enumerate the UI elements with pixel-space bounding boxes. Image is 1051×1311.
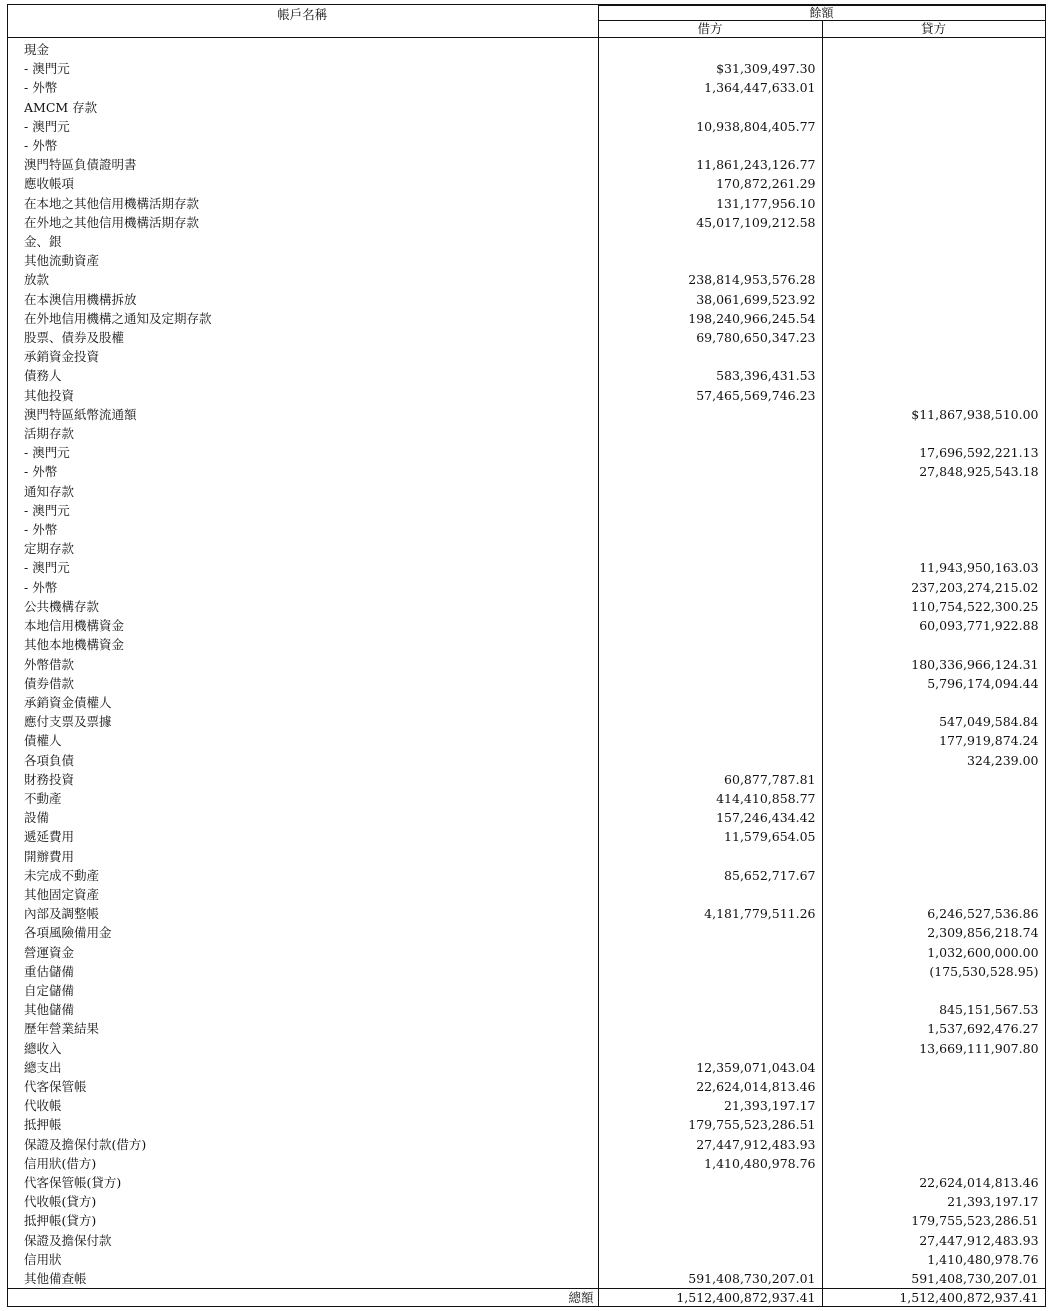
table-row — [7, 251, 1045, 270]
table-row — [7, 309, 1045, 328]
credit-cell — [822, 1115, 1045, 1134]
credit-cell — [822, 155, 1045, 174]
credit-cell — [822, 1096, 1045, 1115]
account-name-cell: - 澳門元 — [7, 501, 598, 520]
debit-cell: 1,364,447,633.01 — [598, 78, 822, 97]
debit-cell — [598, 1231, 822, 1250]
table-row — [7, 616, 1045, 635]
credit-cell: 27,848,925,543.18 — [822, 462, 1045, 481]
account-name-cell: - 澳門元 — [7, 59, 598, 78]
account-name-cell: 營運資金 — [7, 943, 598, 962]
debit-cell: 414,410,858.77 — [598, 789, 822, 808]
debit-cell: 11,861,243,126.77 — [598, 155, 822, 174]
debit-cell: 38,061,699,523.92 — [598, 290, 822, 309]
account-name-cell: 抵押帳(貸方) — [7, 1211, 598, 1230]
credit-cell — [822, 981, 1045, 1000]
credit-cell — [822, 827, 1045, 846]
account-name-cell: 在本澳信用機構拆放 — [7, 290, 598, 309]
account-name-cell: 其他本地機構資金 — [7, 635, 598, 654]
credit-cell: 1,537,692,476.27 — [822, 1019, 1045, 1038]
account-name-cell: 未完成不動產 — [7, 866, 598, 885]
credit-cell: 845,151,567.53 — [822, 1000, 1045, 1019]
credit-cell: 21,393,197.17 — [822, 1192, 1045, 1211]
credit-cell: 22,624,014,813.46 — [822, 1173, 1045, 1192]
table-row — [7, 1135, 1045, 1154]
credit-cell — [822, 232, 1045, 251]
header-account-name: 帳戶名稱 — [7, 5, 598, 38]
debit-cell — [598, 136, 822, 155]
credit-cell: 27,447,912,483.93 — [822, 1231, 1045, 1250]
credit-cell — [822, 520, 1045, 539]
table-row — [7, 1096, 1045, 1115]
account-name-cell: 澳門特區紙幣流通額 — [7, 405, 598, 424]
account-name-cell: - 澳門元 — [7, 443, 598, 462]
credit-cell — [822, 386, 1045, 405]
credit-cell — [822, 1135, 1045, 1154]
credit-cell — [822, 1077, 1045, 1096]
account-name-cell: 放款 — [7, 270, 598, 289]
account-name-cell: 其他流動資產 — [7, 251, 598, 270]
debit-cell — [598, 885, 822, 904]
account-name-cell: 承銷資金投資 — [7, 347, 598, 366]
debit-cell: 198,240,966,245.54 — [598, 309, 822, 328]
table-row — [7, 578, 1045, 597]
account-name-cell: 在本地之其他信用機構活期存款 — [7, 194, 598, 213]
debit-cell — [598, 405, 822, 424]
trial-balance-sheet — [7, 4, 1045, 1306]
debit-cell: 85,652,717.67 — [598, 866, 822, 885]
credit-cell: 6,246,527,536.86 — [822, 904, 1045, 923]
table-row — [7, 674, 1045, 693]
frame-left-rule — [7, 4, 8, 1306]
credit-cell — [822, 866, 1045, 885]
table-row — [7, 1231, 1045, 1250]
table-body — [7, 38, 1045, 1289]
debit-cell — [598, 1039, 822, 1058]
account-name-cell: 抵押帳 — [7, 1115, 598, 1134]
table-row — [7, 981, 1045, 1000]
account-name-cell: - 外幣 — [7, 136, 598, 155]
account-name-cell: 重估儲備 — [7, 962, 598, 981]
table-row — [7, 943, 1045, 962]
debit-cell — [598, 693, 822, 712]
debit-cell: $31,309,497.30 — [598, 59, 822, 78]
debit-cell — [598, 674, 822, 693]
table-row — [7, 482, 1045, 501]
table-row — [7, 501, 1045, 520]
credit-cell: 179,755,523,286.51 — [822, 1211, 1045, 1230]
credit-cell — [822, 808, 1045, 827]
account-name-cell: 債權人 — [7, 731, 598, 750]
table-row — [7, 1000, 1045, 1019]
account-name-cell: 活期存款 — [7, 424, 598, 443]
credit-cell — [822, 194, 1045, 213]
table-row — [7, 751, 1045, 770]
debit-cell — [598, 38, 822, 60]
account-name-cell: 保證及擔保付款 — [7, 1231, 598, 1250]
table-row — [7, 770, 1045, 789]
account-name-cell: 其他儲備 — [7, 1000, 598, 1019]
table-row — [7, 1250, 1045, 1269]
account-name-cell: 本地信用機構資金 — [7, 616, 598, 635]
debit-cell: 170,872,261.29 — [598, 174, 822, 193]
debit-cell — [598, 635, 822, 654]
debit-cell — [598, 1000, 822, 1019]
table-row — [7, 155, 1045, 174]
table-row — [7, 539, 1045, 558]
table-row — [7, 117, 1045, 136]
credit-cell — [822, 174, 1045, 193]
table-row — [7, 1077, 1045, 1096]
table-row — [7, 194, 1045, 213]
debit-cell — [598, 443, 822, 462]
debit-cell — [598, 1211, 822, 1230]
credit-cell: 591,408,730,207.01 — [822, 1269, 1045, 1289]
account-name-cell: 代收帳 — [7, 1096, 598, 1115]
credit-cell: 11,943,950,163.03 — [822, 558, 1045, 577]
debit-cell — [598, 981, 822, 1000]
account-name-cell: 各項風險備用金 — [7, 923, 598, 942]
debit-cell — [598, 482, 822, 501]
table-row — [7, 136, 1045, 155]
account-name-cell: - 外幣 — [7, 578, 598, 597]
credit-cell: 324,239.00 — [822, 751, 1045, 770]
credit-cell — [822, 309, 1045, 328]
debit-cell — [598, 98, 822, 117]
account-name-cell: 不動產 — [7, 789, 598, 808]
account-name-cell: AMCM 存款 — [7, 98, 598, 117]
header-balance: 餘額 — [598, 5, 1045, 21]
table-row — [7, 328, 1045, 347]
debit-cell — [598, 943, 822, 962]
debit-cell — [598, 616, 822, 635]
account-name-cell: 財務投資 — [7, 770, 598, 789]
credit-cell — [822, 482, 1045, 501]
debit-cell: 157,246,434.42 — [598, 808, 822, 827]
debit-cell: 238,814,953,576.28 — [598, 270, 822, 289]
table-row — [7, 443, 1045, 462]
account-name-cell: 代客保管帳 — [7, 1077, 598, 1096]
credit-cell: 237,203,274,215.02 — [822, 578, 1045, 597]
debit-cell — [598, 1019, 822, 1038]
debit-cell — [598, 962, 822, 981]
credit-cell: 17,696,592,221.13 — [822, 443, 1045, 462]
table-row — [7, 1019, 1045, 1038]
total-credit: 1,512,400,872,937.41 — [822, 1289, 1045, 1307]
debit-cell: 11,579,654.05 — [598, 827, 822, 846]
account-name-cell: 現金 — [7, 38, 598, 60]
account-name-cell: 其他投資 — [7, 386, 598, 405]
credit-cell — [822, 347, 1045, 366]
credit-cell: 547,049,584.84 — [822, 712, 1045, 731]
table-row — [7, 366, 1045, 385]
table-row — [7, 635, 1045, 654]
table-row — [7, 1039, 1045, 1058]
credit-cell — [822, 1154, 1045, 1173]
credit-cell: 60,093,771,922.88 — [822, 616, 1045, 635]
debit-cell: 22,624,014,813.46 — [598, 1077, 822, 1096]
debit-cell — [598, 923, 822, 942]
credit-cell — [822, 770, 1045, 789]
credit-cell — [822, 136, 1045, 155]
account-name-cell: 遞延費用 — [7, 827, 598, 846]
credit-cell — [822, 117, 1045, 136]
table-row — [7, 962, 1045, 981]
table-row — [7, 38, 1045, 60]
debit-cell: 12,359,071,043.04 — [598, 1058, 822, 1077]
trial-balance-table — [7, 4, 1046, 1307]
debit-cell — [598, 1192, 822, 1211]
account-name-cell: 外幣借款 — [7, 655, 598, 674]
account-name-cell: 公共機構存款 — [7, 597, 598, 616]
account-name-cell: 在外地信用機構之通知及定期存款 — [7, 309, 598, 328]
table-row — [7, 597, 1045, 616]
debit-cell — [598, 597, 822, 616]
debit-cell: 1,410,480,978.76 — [598, 1154, 822, 1173]
table-row — [7, 904, 1045, 923]
table-row — [7, 885, 1045, 904]
debit-cell — [598, 712, 822, 731]
credit-cell — [822, 270, 1045, 289]
table-row — [7, 174, 1045, 193]
table-row — [7, 847, 1045, 866]
table-row — [7, 655, 1045, 674]
debit-cell — [598, 1173, 822, 1192]
credit-cell — [822, 251, 1045, 270]
debit-cell: 591,408,730,207.01 — [598, 1269, 822, 1289]
credit-cell — [822, 78, 1045, 97]
account-name-cell: 信用狀 — [7, 1250, 598, 1269]
table-row — [7, 731, 1045, 750]
account-name-cell: 設備 — [7, 808, 598, 827]
table-row — [7, 558, 1045, 577]
table-row — [7, 866, 1045, 885]
table-row — [7, 78, 1045, 97]
account-name-cell: 應付支票及票據 — [7, 712, 598, 731]
credit-cell — [822, 424, 1045, 443]
debit-cell: 69,780,650,347.23 — [598, 328, 822, 347]
account-name-cell: - 外幣 — [7, 78, 598, 97]
header-debit: 借方 — [598, 21, 822, 38]
credit-cell — [822, 213, 1045, 232]
account-name-cell: 金、銀 — [7, 232, 598, 251]
account-name-cell: 其他固定資產 — [7, 885, 598, 904]
table-row — [7, 1269, 1045, 1289]
debit-cell: 45,017,109,212.58 — [598, 213, 822, 232]
credit-cell — [822, 59, 1045, 78]
credit-cell — [822, 98, 1045, 117]
credit-cell: 1,410,480,978.76 — [822, 1250, 1045, 1269]
credit-cell: $11,867,938,510.00 — [822, 405, 1045, 424]
debit-cell: 179,755,523,286.51 — [598, 1115, 822, 1134]
table-row — [7, 232, 1045, 251]
debit-cell — [598, 578, 822, 597]
total-debit: 1,512,400,872,937.41 — [598, 1289, 822, 1307]
account-name-cell: - 外幣 — [7, 462, 598, 481]
debit-cell: 583,396,431.53 — [598, 366, 822, 385]
credit-cell — [822, 635, 1045, 654]
table-row — [7, 1211, 1045, 1230]
account-name-cell: 保證及擔保付款(借方) — [7, 1135, 598, 1154]
debit-cell — [598, 424, 822, 443]
table-row — [7, 405, 1045, 424]
debit-cell — [598, 520, 822, 539]
credit-cell: 110,754,522,300.25 — [822, 597, 1045, 616]
credit-cell — [822, 366, 1045, 385]
total-row — [7, 1289, 1045, 1307]
account-name-cell: 各項負債 — [7, 751, 598, 770]
debit-cell — [598, 462, 822, 481]
credit-cell: 2,309,856,218.74 — [822, 923, 1045, 942]
debit-cell — [598, 751, 822, 770]
table-row — [7, 290, 1045, 309]
debit-cell: 4,181,779,511.26 — [598, 904, 822, 923]
account-name-cell: - 澳門元 — [7, 117, 598, 136]
account-name-cell: - 外幣 — [7, 520, 598, 539]
debit-cell: 60,877,787.81 — [598, 770, 822, 789]
credit-cell: (175,530,528.95) — [822, 962, 1045, 981]
table-row — [7, 1115, 1045, 1134]
account-name-cell: 在外地之其他信用機構活期存款 — [7, 213, 598, 232]
debit-cell — [598, 539, 822, 558]
debit-cell — [598, 731, 822, 750]
account-name-cell: 債務人 — [7, 366, 598, 385]
debit-cell — [598, 655, 822, 674]
table-row — [7, 270, 1045, 289]
account-name-cell: 開辦費用 — [7, 847, 598, 866]
debit-cell — [598, 251, 822, 270]
table-row — [7, 693, 1045, 712]
credit-cell — [822, 693, 1045, 712]
table-row — [7, 1173, 1045, 1192]
account-name-cell: 其他備查帳 — [7, 1269, 598, 1289]
credit-cell — [822, 539, 1045, 558]
table-row — [7, 712, 1045, 731]
account-name-cell: 股票、債券及股權 — [7, 328, 598, 347]
account-name-cell: 自定儲備 — [7, 981, 598, 1000]
debit-cell: 57,465,569,746.23 — [598, 386, 822, 405]
account-name-cell: 代客保管帳(貸方) — [7, 1173, 598, 1192]
credit-cell — [822, 290, 1045, 309]
debit-cell — [598, 558, 822, 577]
account-name-cell: 定期存款 — [7, 539, 598, 558]
debit-cell — [598, 847, 822, 866]
debit-cell — [598, 501, 822, 520]
table-row — [7, 98, 1045, 117]
frame-top-rule — [7, 4, 598, 5]
credit-cell — [822, 885, 1045, 904]
table-row — [7, 213, 1045, 232]
table-row — [7, 424, 1045, 443]
debit-cell — [598, 1250, 822, 1269]
debit-cell: 27,447,912,483.93 — [598, 1135, 822, 1154]
account-name-cell: 總收入 — [7, 1039, 598, 1058]
credit-cell: 5,796,174,094.44 — [822, 674, 1045, 693]
credit-cell — [822, 789, 1045, 808]
account-name-cell: 代收帳(貸方) — [7, 1192, 598, 1211]
credit-cell — [822, 38, 1045, 60]
account-name-cell: 通知存款 — [7, 482, 598, 501]
credit-cell — [822, 847, 1045, 866]
credit-cell: 13,669,111,907.80 — [822, 1039, 1045, 1058]
account-name-cell: 總支出 — [7, 1058, 598, 1077]
account-name-cell: 承銷資金債權人 — [7, 693, 598, 712]
credit-cell: 177,919,874.24 — [822, 731, 1045, 750]
table-row — [7, 59, 1045, 78]
debit-cell: 131,177,956.10 — [598, 194, 822, 213]
debit-cell: 10,938,804,405.77 — [598, 117, 822, 136]
credit-cell — [822, 1058, 1045, 1077]
account-name-cell: 歷年營業結果 — [7, 1019, 598, 1038]
table-row — [7, 789, 1045, 808]
debit-cell: 21,393,197.17 — [598, 1096, 822, 1115]
table-row — [7, 386, 1045, 405]
credit-cell: 180,336,966,124.31 — [822, 655, 1045, 674]
credit-cell — [822, 501, 1045, 520]
debit-cell — [598, 232, 822, 251]
table-row — [7, 1154, 1045, 1173]
account-name-cell: 澳門特區負債證明書 — [7, 155, 598, 174]
table-row — [7, 462, 1045, 481]
account-name-cell: 債券借款 — [7, 674, 598, 693]
credit-cell: 1,032,600,000.00 — [822, 943, 1045, 962]
table-row — [7, 520, 1045, 539]
table-row — [7, 923, 1045, 942]
table-row — [7, 808, 1045, 827]
total-label: 總額 — [7, 1289, 598, 1307]
header-credit: 貸方 — [822, 21, 1045, 38]
account-name-cell: 信用狀(借方) — [7, 1154, 598, 1173]
table-row — [7, 827, 1045, 846]
credit-cell — [822, 328, 1045, 347]
table-row — [7, 347, 1045, 366]
table-row — [7, 1058, 1045, 1077]
debit-cell — [598, 347, 822, 366]
account-name-cell: 內部及調整帳 — [7, 904, 598, 923]
table-row — [7, 1192, 1045, 1211]
account-name-cell: - 澳門元 — [7, 558, 598, 577]
account-name-cell: 應收帳項 — [7, 174, 598, 193]
